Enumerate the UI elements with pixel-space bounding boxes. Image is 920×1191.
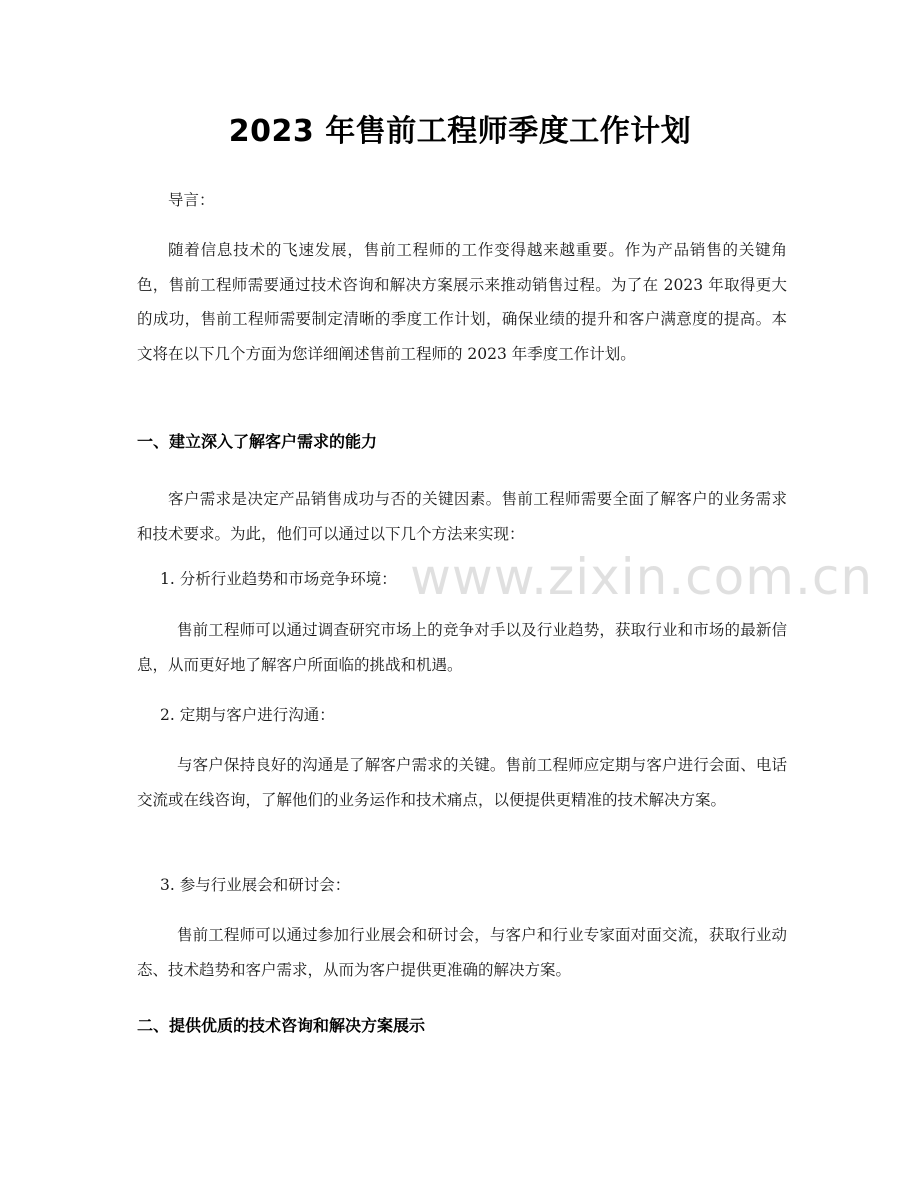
list-item-text: 售前工程师可以通过调查研究市场上的竞争对手以及行业趋势，获取行业和市场的最新信息，从而更好地了解客户所面临的挑战和机遇。 bbox=[137, 621, 787, 674]
list-item-label: 3. 参与行业展会和研讨会： bbox=[160, 876, 351, 894]
list-item-text: 与客户保持良好的沟通是了解客户需求的关键。售前工程师应定期与客户进行会面、电话交流或在线咨询，了解他们的业务运作和技术痛点，以便提供更精准的技术解决方案。 bbox=[137, 756, 787, 809]
intro-paragraph: 随着信息技术的飞速发展，售前工程师的工作变得越来越重要。作为产品销售的关键角色，售前工程师需要通过技术咨询和解决方案展示来推动销售过程。为了在 2023 年取得更大的成功，售前工程师需要制定清晰的季度工作计划，确保业绩的提升和客户满意度的提高。本文将在以下几个方面为您详细阐述售前工程师的 2023 年季度工作计划。 bbox=[137, 241, 787, 363]
section1-paragraph: 客户需求是决定产品销售成功与否的关键因素。售前工程师需要全面了解客户的业务需求和技术要求。为此，他们可以通过以下几个方法来实现： bbox=[137, 490, 787, 543]
intro-label: 导言： bbox=[168, 191, 215, 209]
list-item-label: 1. 分析行业趋势和市场竞争环境： bbox=[160, 570, 397, 588]
section1-heading: 一、建立深入了解客户需求的能力 bbox=[137, 432, 378, 451]
watermark-text: www.zixin.com.cn bbox=[410, 548, 874, 606]
section2-heading: 二、提供优质的技术咨询和解决方案展示 bbox=[137, 1016, 426, 1035]
list-item-text: 售前工程师可以通过参加行业展会和研讨会，与客户和行业专家面对面交流，获取行业动态、技术趋势和客户需求，从而为客户提供更准确的解决方案。 bbox=[137, 926, 787, 979]
document-title: 2023 年售前工程师季度工作计划 bbox=[228, 114, 692, 149]
list-item-label: 2. 定期与客户进行沟通： bbox=[160, 706, 335, 724]
